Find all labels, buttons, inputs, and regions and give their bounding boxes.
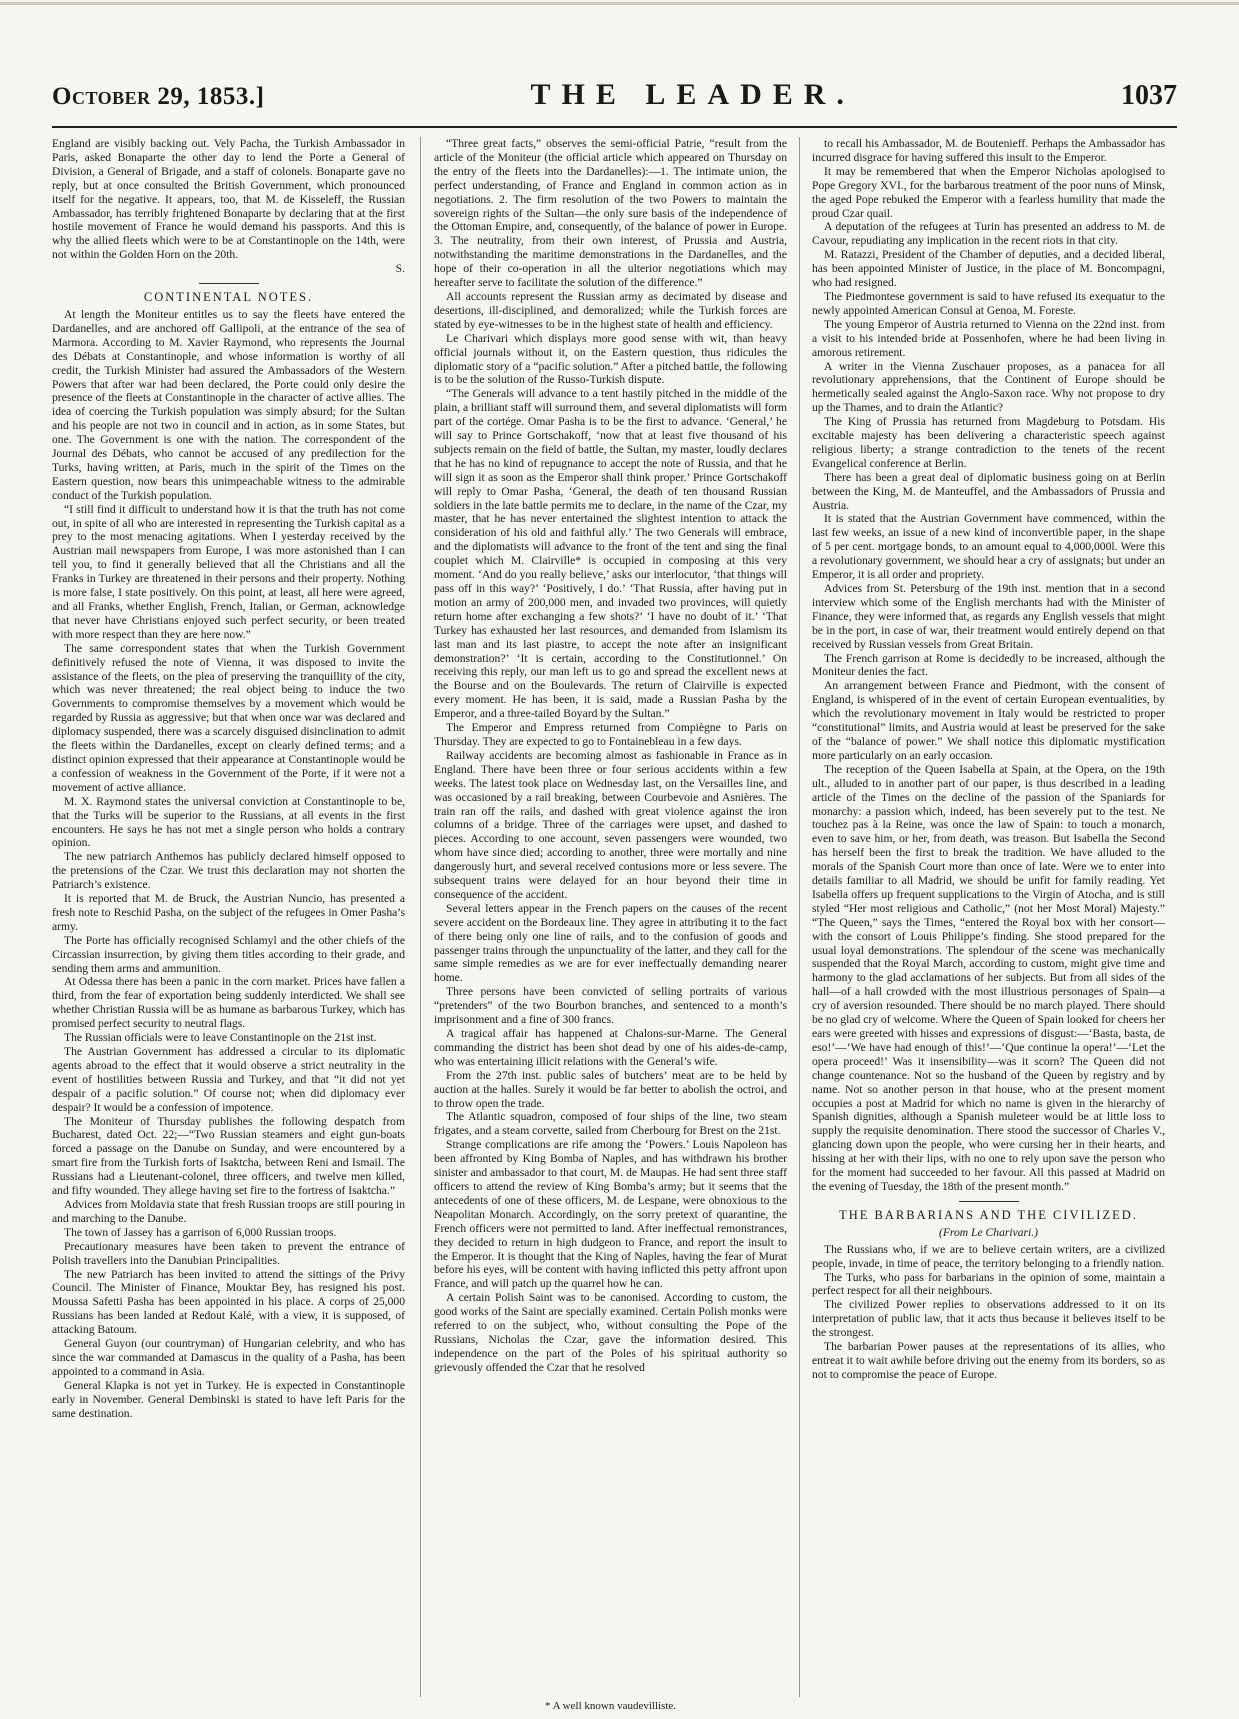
paragraph: The Austrian Government has addressed a circular to its diplomatic agents abroad to the effect that it would observe a strict neutrality in the event of hostilities between Russia and Turkey, and that “it did not yet despair of a pacific solution.” Of course not; when did diplomacy ever despair? It would be a confession of impotence. bbox=[52, 1045, 405, 1114]
paragraph: At Odessa there has been a panic in the corn market. Prices have fallen a third, from the fear of exportation being suddenly interdicted. We shall see whether Christian Russia will be as humane as barbarous Turkey, which has promised perfect security to neutral flags. bbox=[52, 975, 405, 1031]
paragraph: The Turks, who pass for barbarians in the opinion of some, maintain a perfect respect for all their neighbours. bbox=[812, 1270, 1165, 1298]
column-1-lead-paragraph: England are visibly backing out. Vely Pacha, the Turkish Ambassador in Paris, asked Bonaparte the other day to lend the Porte a General of Division, a General of Brigade, and a staff of colonels. Bonaparte gave no reply, but at once consulted the British Government, which pronounced itself for the negative. It appears, too, that M. de Kisseleff, the Russian Ambassador, has terribly frightened Bonaparte by declaring that at the first hostile movement of France he would demand his passports. And this is why the allied fleets which were to be at Constantinople on the 14th, were not within the Golden Horn on the 20th. bbox=[52, 137, 405, 262]
footnote: * A well known vaudevilliste. bbox=[544, 1700, 677, 1712]
paragraph: Precautionary measures have been taken to prevent the entrance of Polish travellers into the Danubian Principalities. bbox=[52, 1239, 405, 1267]
top-edge-rule bbox=[0, 2, 1239, 5]
paragraph: The new Patriarch has been invited to attend the sittings of the Privy Council. The Minister of Finance, Mouktar Bey, has resigned his post. Moussa Safetti Pasha has been appointed in his place. A corps of 25,000 Russians has been landed at Redout Kalé, with a view, it is supposed, of attacking Batoum. bbox=[52, 1267, 405, 1337]
issue-date: October 29, 1853.] bbox=[52, 83, 265, 110]
paragraph: It is reported that M. de Bruck, the Austrian Nuncio, has presented a fresh note to Reschid Pasha, on the subject of the refugees in Omer Pasha’s army. bbox=[52, 892, 405, 933]
paragraph: A certain Polish Saint was to be canonised. According to custom, the good works of the Saint are specially examined. Certain Polish monks were referred to on the subject, who, without consulting the Pope of the Russians, Nicholas the Czar, gave the information desired. This independence on the part of the Poles of his spiritual authority so grievously offended the Czar that he resolved bbox=[434, 1291, 787, 1374]
paragraph: The reception of the Queen Isabella at Spain, at the Opera, on the 19th ult., alluded to in another part of our paper, is thus described in a leading article of the Times on the decline of the passion of the Spaniards for monarchy: a passion which, indeed, has been severely put to the test. Ne touchez pas à la Reine, was once the law of Spain: to touch a monarch, even to save him, or her, from death, was treason. But Isabella the Second has herself been the first to break the tradition. We have alluded to the morals of the Spanish Court more than once of late. Were we to enter into details familiar to all Madrid, we should be unfit for family reading. Yet Isabella offers up frequent supplications to the Virgin of Atocha, and is still styled “Her most religious and Catholic,” (not her Most Moral) Majesty.” “The Queen,” says the Times, “entered the Royal box with her consort—with the consort of Louis Philippe’s finding. She stood prepared for the usual loyal demonstrations. The splendour of the scene was mechanically suspended that the Royal March, according to custom, might give time and harmony to the glad acclamations of her subjects. But from all sides of the hall—of a hall crowded with the most illustrious personages of Spain—a cry of aversion resounded. There should be no march played. There should be no glad cry of welcome. Where the Queen of Spain looked for cheers her ears were greeted with hisses and expressions of disgust:—‘Basta, basta, de eso!’—‘We have had enough of this!’—‘Que continue la opera!’—‘Let the opera proceed!’ Was it insensibility—was it scorn? The Queen did not change countenance. Not so the husband of the Queen by registry and by name. Not so another person in that house, who at the present moment occupies a post at Madrid for which no name is given in the hierarchy of Spanish dignities, although a Spanish muleteer would be at little loss to supply the requisite denomination. There stood the successor of Charles V., glancing down upon the people, who were cursing her in their hearts, and hissing at her with their lips, with no one to rely upon save the person who for the moment had succeeded to her favour. All this passed at Madrid on the evening of Tuesday, the 18th of the present month.” bbox=[812, 762, 1165, 1193]
masthead-rule bbox=[52, 126, 1177, 128]
paragraph: All accounts represent the Russian army as decimated by disease and desertions, ill-disciplined, and demoralized; while the Turkish forces are stated by eye-witnesses to be in the highest state of health and efficiency. bbox=[434, 289, 787, 331]
paragraph: The Atlantic squadron, composed of four ships of the line, two steam frigates, and a steam corvette, sailed from Cherbourg for Brest on the 21st. bbox=[434, 1110, 787, 1138]
paragraph: It may be remembered that when the Emperor Nicholas apologised to Pope Gregory XVI., for the barbarous treatment of the poor nuns of Minsk, the aged Pope rebuked the Emperor with a fearless humility that made the proud Czar quail. bbox=[812, 164, 1165, 220]
paragraph: to recall his Ambassador, M. de Boutenieff. Perhaps the Ambassador has incurred disgrace for having suffered this insult to the Emperor. bbox=[812, 137, 1165, 164]
paragraph: Three persons have been convicted of selling portraits of various “pretenders” of the two Bourbon branches, and sentenced to a month’s imprisonment and a fine of 300 francs. bbox=[434, 985, 787, 1027]
masthead bbox=[52, 78, 1177, 112]
paragraph: The new patriarch Anthemos has publicly declared himself opposed to the pretensions of the Czar. We trust this declaration may not shorten the Patriarch’s existence. bbox=[52, 850, 405, 892]
paragraph: The Emperor and Empress returned from Compiègne to Paris on Thursday. They are expected to go to Fontainebleau in a few days. bbox=[434, 721, 787, 748]
paragraph: Railway accidents are becoming almost as fashionable in France as in England. There have been three or four serious accidents within a few weeks. The latest took place on Wednesday last, on the Versailles line, and was occasioned by a rail breaking, between Courbevoie and Asnières. The train ran off the rails, and dashed with great violence against the iron columns of a bridge. Three of the carriages were upset, and dashed to pieces. According to one account, seven passengers were wounded, two whom have since died; according to another, three were mortally and nine dangerously hurt, and several received contusions more or less severe. The subsequent trains were delayed for an hour beyond their time in consequence of the accident. bbox=[434, 748, 787, 901]
paragraph: The barbarian Power pauses at the representations of its allies, who entreat it to wait awhile before driving out the enemy from its borders, so as not to compromise the peace of Europe. bbox=[812, 1340, 1165, 1381]
paragraph: “I still find it difficult to understand how it is that the truth has not come out, in spite of all who are interested in representing the Turkish capital as a prey to the most menacing agitations. When I yesterday received by the Austrian mail newspapers from Europe, I was more astonished than I can tell you, to find it generally believed that all the Christians and all the Franks in Turkey are threatened in their persons and their property. Nothing is more false, I state positively. On this point, at least, all here were agreed, and all Franks, whether English, French, Italian, or German, acknowledge that never have Christians enjoyed such perfect security, or been treated with more respect than they are here now.” bbox=[52, 502, 405, 641]
section-divider bbox=[199, 283, 259, 284]
paragraph: Several letters appear in the French papers on the causes of the recent severe accident on the Bordeaux line. They agree in attributing it to the fact of there being only one line of rails, and to the confusion of goods and passenger trains through the unpunctuality of the latter, and they call for the same simple remedies as we are for ever ineffectually demanding nearer home. bbox=[434, 901, 787, 985]
paragraph: “The Generals will advance to a tent hastily pitched in the middle of the plain, a brilliant staff will surround them, and several diplomatists will form part of the cortége. Omar Pasha is to be the first to advance. ‘General,’ he will say to Prince Gortschakoff, ‘now that at least five thousand of his subjects remain on the field of battle, the Sultan, my master, loudly declares that he has no kind of repugnance to accept the note of Russia, and that he will sign it as soon as the Emperor shall think proper.’ Prince Gortschakoff will reply to Omar Pasha, ‘General, the death of ten thousand Russian soldiers in the late battle permits me to declare, in the name of the Czar, my master, that he has never entertained the slightest intention to attack the consideration of his old and faithful ally.’ The two Generals will embrace, and the diplomatists will advance to the front of the tent and sing the final couplet which M. Clairville* is occupied in composing at this very moment. ‘And do you really believe,’ asks our interlocutor, ‘that things will pass off in this way?’ ‘Positively, I do.’ ‘That Russia, after having put in motion an army of 200,000 men, and invaded two provinces, will quietly return home after exchanging a few shots?’ ‘I have no doubt of it.’ ‘That Turkey has exhausted her last resources, and demanded from Islamism its last man and its last piastre, to accept the note after an insignificant demonstration?’ ‘It is certain, according to the Constitutionnel.’ On receiving this reply, our man left us to go and spread the excellent news at the Bourse and on the Boulevards. The return of Clairville is expected every moment. He has been, it is said, made a Russian Pasha by the Emperor, and a three-tailed Boyard by the Sultan.” bbox=[434, 387, 787, 721]
paragraph: Advices from St. Petersburg of the 19th inst. mention that in a second interview which some of the English merchants had with the Minister of Finance, they were informed that, as regards any English vessels that might be in the port, in case of war, their treatment would entirely depend on that received by Russian vessels from Great Britain. bbox=[812, 582, 1165, 651]
section-divider bbox=[959, 1201, 1019, 1202]
paragraph: A writer in the Vienna Zuschauer proposes, as a panacea for all revolutionary apprehensions, that the Continent of Europe should be hermetically sealed against the Anglo-Saxon race. Why not propose to dry up the Thames, and to drain the Atlantic? bbox=[812, 359, 1165, 415]
section-title-barbarians: THE BARBARIANS AND THE CIVILIZED. bbox=[839, 1207, 1138, 1222]
page-number: 1037 bbox=[1120, 80, 1177, 111]
paragraph: The young Emperor of Austria returned to Vienna on the 22nd inst. from a visit to his intended bride at Possenhofen, where he had been living in amorous retirement. bbox=[812, 317, 1165, 359]
paragraph: General Klapka is not yet in Turkey. He is expected in Constantinople early in November. General Dembinski is stated to have left Paris for the same destination. bbox=[52, 1378, 405, 1420]
paragraph: The Moniteur of Thursday publishes the following despatch from Bucharest, dated Oct. 22;—“Two Russian steamers and eight gun-boats forced a passage on the Danube on Sunday, and were encountered by a smart fire from the Turkish forts of Isaktcha, between Reni and Ismail. The Russians had a Lieutenant-colonel, three officers, and twelve men killed, and fifty wounded. They allege having set fire to the fortress of Isaktcha.” bbox=[52, 1114, 405, 1198]
paragraph: Le Charivari which displays more good sense with wit, than heavy official journals without it, on the Eastern question, thus ridicules the diplomatic story of a “pacific solution.” After a pitched battle, the following is to be the solution of the Russo-Turkish dispute. bbox=[434, 331, 787, 387]
paragraph: M. X. Raymond states the universal conviction at Constantinople to be, that the Turks will be superior to the Russians, at all events in the first encounters. He says he has not met a single person who holds a contrary opinion. bbox=[52, 794, 405, 850]
column-1 bbox=[52, 137, 405, 1697]
paragraph: Advices from Moldavia state that fresh Russian troops are still pouring in and marching to the Danube. bbox=[52, 1197, 405, 1225]
newspaper-title: THE LEADER. bbox=[530, 78, 855, 111]
section-source: (From Le Charivari.) bbox=[938, 1225, 1039, 1239]
column-rule bbox=[420, 137, 421, 1697]
paragraph: A tragical affair has happened at Chalons-sur-Marne. The General commanding the district has been shot dead by one of his aides-de-camp, who was entertaining illicit relations with the General’s wife. bbox=[434, 1027, 787, 1068]
paragraph: “Three great facts,” observes the semi-official Patrie, “result from the article of the Moniteur (the official article which appeared on Thursday on the entry of the fleets into the Dardanelles):—1. The intimate union, the perfect understanding, of France and England in common action as in negotiations. 2. The firm resolution of the two Powers to maintain the sovereign rights of the Sultan—the only sure basis of the independence of the Ottoman Empire, and, consequently, of the balance of power in Europe. 3. The neutrality, from their own interest, of Prussia and Austria, notwithstanding the maritime demonstrations in the Dardanelles, and the hope of their co-operation in all the ulterior negotiations which may hereafter serve to facilitate the solution of the difference.” bbox=[434, 137, 787, 290]
paragraph: The Piedmontese government is said to have refused its exequatur to the newly appointed American Consul at Genoa, M. Foreste. bbox=[812, 289, 1165, 317]
column-2 bbox=[434, 137, 787, 1697]
paragraph: The same correspondent states that when the Turkish Government definitively refused the note of Vienna, it was disposed to invite the assistance of the fleets, on the plea of preserving the tranquillity of the city, which was never threatened; the real object being to induce the two Governments to compromise themselves by a movement which would be regarded by Russia as aggressive; but that when once war was declared and diplomacy suspended, there was a scarcely disguised disinclination to admit the fleets within the Dardanelles, except on clearly defined terms; and a distinct opinion expressed that their appearance at Constantinople would be a confession of weakness in the Government of the Porte, if it were not a movement of active alliance. bbox=[52, 641, 405, 794]
paragraph: Strange complications are rife among the ‘Powers.’ Louis Napoleon has been affronted by King Bomba of Naples, and has withdrawn his brother sinister and ambassador to that court, M. de Maupas. He had sent three staff officers to attend the review of King Bomba’s army; but it seems that the antecedents of one of these officers, M. de Lespane, were obnoxious to the Neapolitan Monarch. Accordingly, on the sorry pretext of quarantine, the French officers were not permitted to land. After ineffectual remonstrances, they decided to return in high dudgeon to France, and report the insult to the Emperor. It is thought that the King of Naples, having the fear of Murat before his eyes, will be content with having inflicted this petty affront upon France, and will patch up the quarrel how he can. bbox=[434, 1138, 787, 1291]
paragraph: The King of Prussia has returned from Magdeburg to Potsdam. His excitable majesty has been delivering a characteristic speech against religious liberty; a strange contradiction to the tenets of the recent Evangelical conference at Berlin. bbox=[812, 415, 1165, 470]
paragraph: The Porte has officially recognised Schlamyl and the other chiefs of the Circassian insurrection, by giving them titles according to their grade, and sending them arms and ammunition. bbox=[52, 933, 405, 975]
paragraph: An arrangement between France and Piedmont, with the consent of England, is whispered of in the event of certain European eventualities, by which the revolutionary movement in Italy would be restricted to proper “constitutional” limits, and Austria would at least be preserved for the sake of the “balance of power.” We shall notice this diplomatic mystification more particularly on an early occasion. bbox=[812, 679, 1165, 762]
paragraph: The civilized Power replies to observations addressed to it on its interpretation of public law, that it acts thus because it believes itself to be the strongest. bbox=[812, 1298, 1165, 1340]
paragraph: It is stated that the Austrian Government have commenced, within the last few weeks, an issue of a new kind of inconvertible paper, in the shape of 5 per cent. mortgage bonds, to an amount equal to 4,000,000l. Were this a revolutionary government, we should hear a cry of assignats; but under an Emperor, it is all order and propriety. bbox=[812, 512, 1165, 582]
column-3 bbox=[812, 137, 1165, 1697]
paragraph: The French garrison at Rome is decidedly to be increased, although the Moniteur denies the fact. bbox=[812, 651, 1165, 679]
paragraph: There has been a great deal of diplomatic business going on at Berlin between the King, M. de Manteuffel, and the Ambassadors of Prussia and Austria. bbox=[812, 470, 1165, 512]
paragraph: M. Ratazzi, President of the Chamber of deputies, and a decided liberal, has been appointed Minister of Justice, in the place of M. Boncompagni, who had resigned. bbox=[812, 248, 1165, 290]
signature: S. bbox=[395, 262, 405, 276]
paragraph: The Russian officials were to leave Constantinople on the 21st inst. bbox=[64, 1031, 377, 1045]
paragraph: The town of Jassey has a garrison of 6,000 Russian troops. bbox=[64, 1225, 337, 1239]
paragraph: At length the Moniteur entitles us to say the fleets have entered the Dardanelles, and are anchored off Gallipoli, at the entrance of the sea of Marmora. According to M. Xavier Raymond, who represents the Journal des Débats at Constantinople, and whose information is worthy of all credit, the Turkish Minister had assured the Ambassadors of the Western Powers that after war had been declared, the Porte could only desire the presence of the fleets at Constantinople in the character of active allies. The idea of coercing the Turkish population was simply absurd; for the Sultan and his people are not two in council and in action, as in some States, but one. The Government is one with the nation. The correspondent of the Journal des Débats, who cannot be accused of any predilection for the Turks, having written, at Paris, much in the spirit of the Times on the Eastern question, now bears this unimpeachable witness to the admirable conduct of the Turkish population. bbox=[52, 307, 405, 502]
paragraph: A deputation of the refugees at Turin has presented an address to M. de Cavour, repudiating any implication in the recent riots in that city. bbox=[812, 220, 1165, 248]
paragraph: The Russians who, if we are to believe certain writers, are a civilized people, invade, in time of peace, the territory belonging to a friendly nation. bbox=[812, 1242, 1165, 1270]
paragraph: General Guyon (our countryman) of Hungarian celebrity, and who has since the war commanded at Damascus in the quality of a Pasha, has been appointed to a command in Asia. bbox=[52, 1337, 405, 1378]
column-rule bbox=[799, 137, 800, 1697]
paragraph: From the 27th inst. public sales of butchers’ meat are to be held by auction at the halles. Surely it would be far better to abolish the octroi, and to throw open the trade. bbox=[434, 1068, 787, 1110]
section-title-continental-notes: CONTINENTAL NOTES. bbox=[143, 290, 314, 305]
